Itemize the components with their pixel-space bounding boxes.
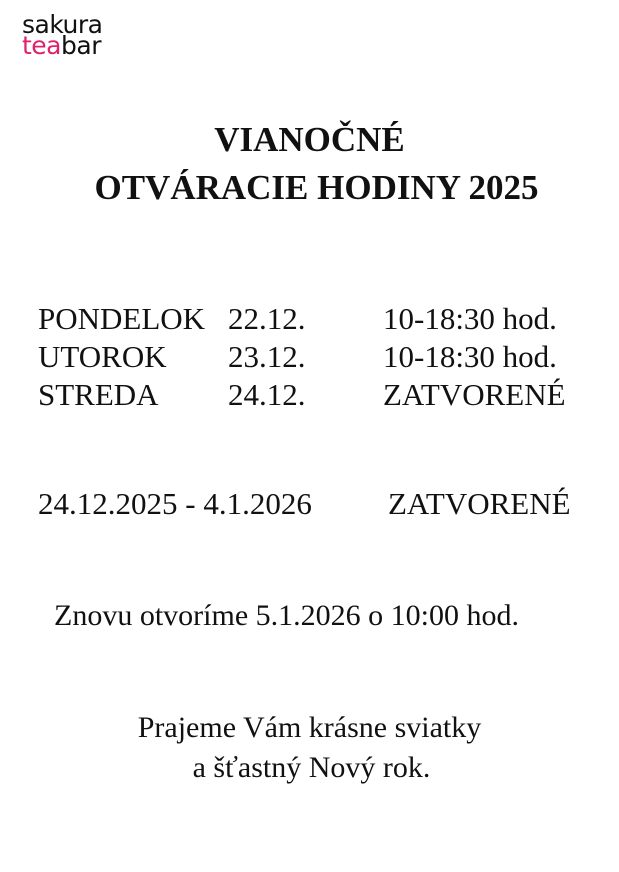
schedule-date: 23.12. [228, 339, 306, 374]
logo-word-bar: bar [61, 31, 101, 60]
closure-dates: 24.12.2025 - 4.1.2026 [38, 486, 312, 521]
reopen-notice: Znovu otvoríme 5.1.2026 o 10:00 hod. [54, 599, 519, 632]
schedule-day: UTOROK [38, 339, 167, 374]
logo-word-tea: tea [22, 31, 62, 60]
holiday-schedule [38, 300, 598, 414]
schedule-hours: 10-18:30 hod. [383, 301, 557, 336]
title-line-1: VIANOČNÉ [214, 120, 405, 159]
logo-word-sakura: sakura [22, 10, 103, 39]
schedule-row-tuesday [38, 338, 598, 376]
holiday-greeting [0, 708, 619, 788]
schedule-day: STREDA [38, 377, 159, 412]
title-line-2: OTVÁRACIE HODINY 2025 [94, 168, 539, 207]
greeting-line-1: Prajeme Vám krásne sviatky [137, 711, 482, 744]
closure-status: ZATVORENÉ [388, 486, 571, 521]
schedule-hours: 10-18:30 hod. [383, 339, 557, 374]
logo-word-teabar [22, 31, 142, 60]
sakura-tea-bar-logo [22, 10, 142, 70]
schedule-date: 22.12. [228, 301, 306, 336]
greeting-line-2: a šťastný Nový rok. [192, 751, 431, 784]
closure-period [38, 484, 598, 524]
schedule-day: PONDELOK [38, 301, 206, 336]
page-title [0, 116, 619, 212]
schedule-row-wednesday [38, 376, 598, 414]
schedule-date: 24.12. [228, 377, 306, 412]
schedule-row-monday [38, 300, 598, 338]
schedule-hours: ZATVORENÉ [383, 377, 566, 412]
